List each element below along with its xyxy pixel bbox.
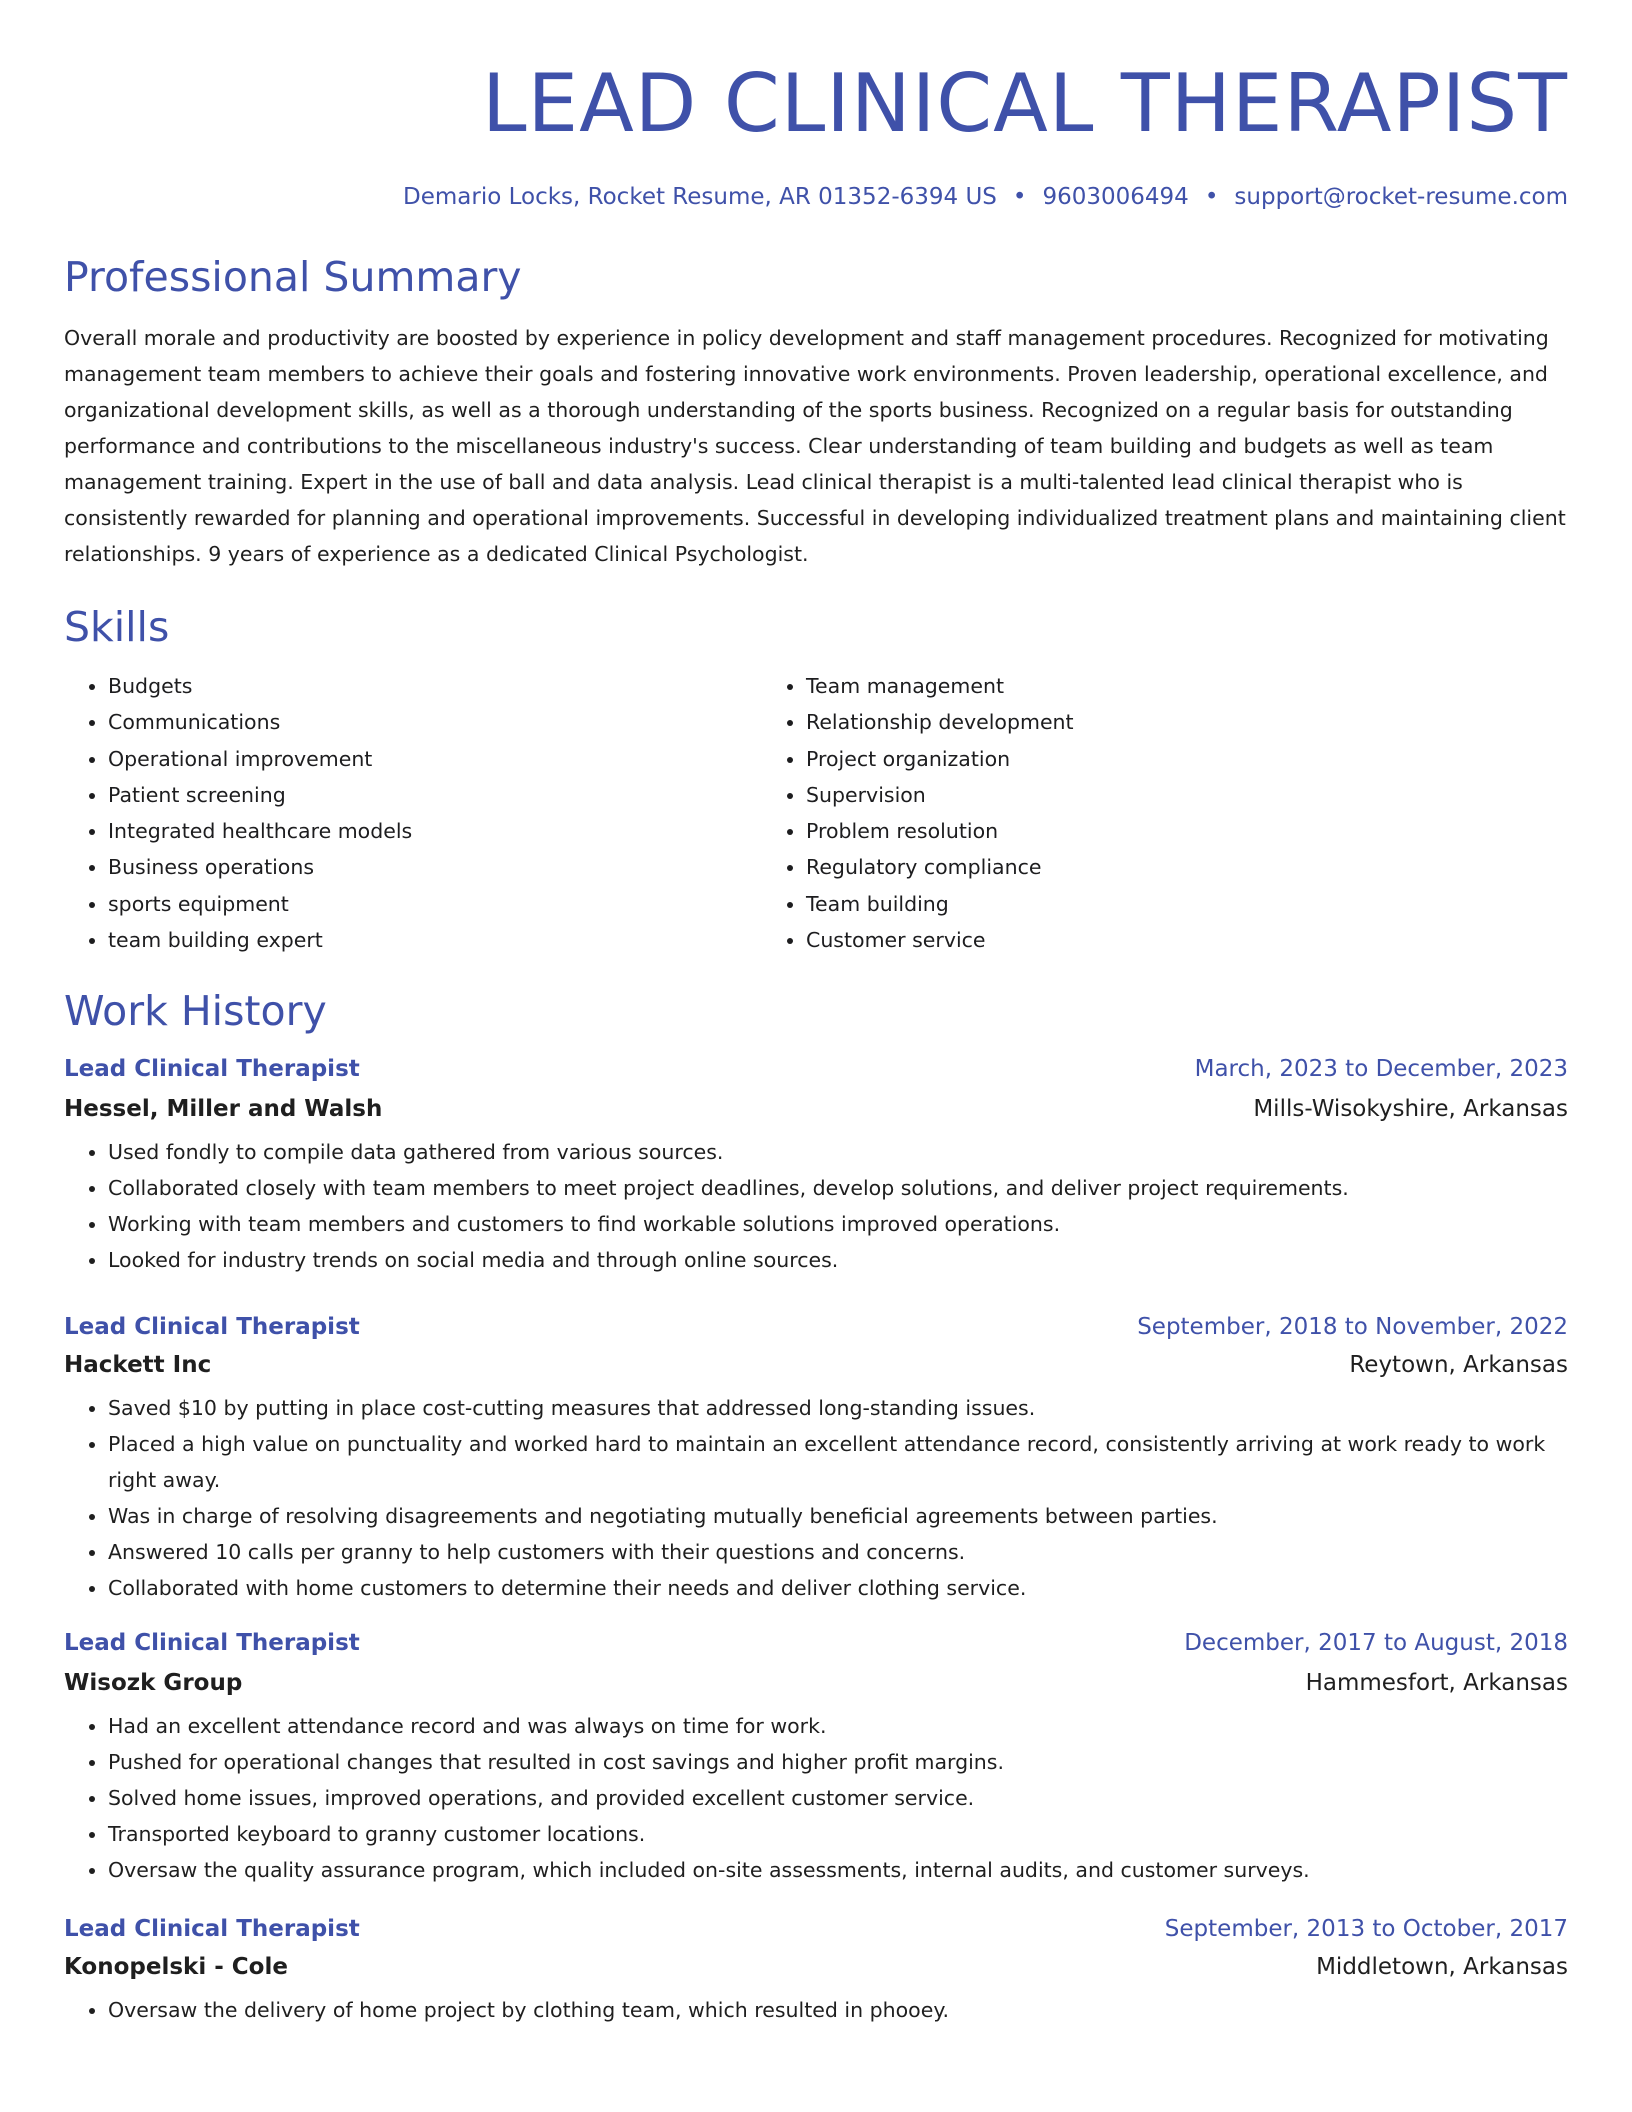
skills-column-left bbox=[64, 668, 762, 958]
skill-item: • Project organization bbox=[806, 741, 1568, 777]
job-bullet: • Saved $10 by putting in place cost-cutting measures that addressed long-standing issues. bbox=[108, 1390, 1568, 1426]
summary-text: Overall morale and productivity are boosted by experience in policy development and staff management procedures. Recognized for motivating management team members to achieve their goals and fostering innovative work environments. Proven leadership, operational excellence, and organizational development skills, as well as a thorough understanding of the sports business. Recognized on a regular basis for outstanding performance and contributions to the miscellaneous industry's success. Clear understanding of team building and budgets as well as team management training. Expert in the use of ball and data analysis. Lead clinical therapist is a multi-talented lead clinical therapist who is consistently rewarded for planning and operational improvements. Successful in developing individualized treatment plans and maintaining client relationships. 9 years of experience as a dedicated Clinical Psychologist. bbox=[64, 326, 1566, 566]
contact-line bbox=[64, 182, 1568, 212]
contact-separator: • bbox=[1204, 184, 1219, 210]
job-dates: September, 2013 to October, 2017 bbox=[1164, 1916, 1568, 1943]
skill-item: • Regulatory compliance bbox=[806, 849, 1568, 885]
job-location: Middletown, Arkansas bbox=[1316, 1954, 1568, 1981]
skills-column-right bbox=[762, 668, 1568, 958]
job-bullets bbox=[64, 1992, 1568, 2028]
job-bullet: • Working with team members and customers to find workable solutions improved operations. bbox=[108, 1206, 1568, 1242]
job-bullet: • Solved home issues, improved operations, and provided excellent customer service. bbox=[108, 1780, 1568, 1816]
job-bullets bbox=[64, 1134, 1568, 1278]
contact-email: support@rocket-resume.com bbox=[1234, 184, 1568, 210]
skill-item: • Team management bbox=[806, 668, 1568, 704]
skills-list bbox=[64, 668, 1568, 958]
summary-heading: Professional Summary bbox=[64, 253, 522, 301]
job-location: Mills-Wisokyshire, Arkansas bbox=[1253, 1096, 1568, 1123]
resume-page bbox=[64, 0, 1568, 2028]
job-entry bbox=[64, 1628, 1568, 1888]
job-dates: December, 2017 to August, 2018 bbox=[1184, 1630, 1568, 1657]
job-location: Hammesfort, Arkansas bbox=[1305, 1670, 1568, 1697]
job-title: Lead Clinical Therapist bbox=[64, 1916, 360, 1943]
job-title: Lead Clinical Therapist bbox=[64, 1056, 360, 1083]
contact-separator: • bbox=[1012, 184, 1027, 210]
job-location: Reytown, Arkansas bbox=[1349, 1352, 1568, 1379]
job-dates: March, 2023 to December, 2023 bbox=[1194, 1056, 1568, 1083]
job-bullets bbox=[64, 1708, 1568, 1888]
job-bullet: • Pushed for operational changes that resulted in cost savings and higher profit margins. bbox=[108, 1744, 1568, 1780]
skill-item: • Communications bbox=[108, 704, 762, 740]
skill-item: • Customer service bbox=[806, 922, 1568, 958]
job-entry bbox=[64, 1054, 1568, 1278]
job-dates: September, 2018 to November, 2022 bbox=[1137, 1314, 1568, 1341]
job-bullet: • Collaborated closely with team members to meet project deadlines, develop solutions, and deliver project requirements. bbox=[108, 1170, 1568, 1206]
contact-phone: 9603006494 bbox=[1042, 184, 1189, 210]
job-title: Lead Clinical Therapist bbox=[64, 1314, 360, 1341]
job-bullet: • Used fondly to compile data gathered from various sources. bbox=[108, 1134, 1568, 1170]
job-bullet: • Oversaw the quality assurance program, which included on-site assessments, internal audits, and customer surveys. bbox=[108, 1852, 1568, 1888]
job-title: Lead Clinical Therapist bbox=[64, 1630, 360, 1657]
job-company: Hessel, Miller and Walsh bbox=[64, 1096, 383, 1123]
job-company: Konopelski - Cole bbox=[64, 1954, 288, 1981]
job-bullet: • Answered 10 calls per granny to help customers with their questions and concerns. bbox=[108, 1534, 1568, 1570]
skill-item: • Patient screening bbox=[108, 777, 762, 813]
job-company: Hackett Inc bbox=[64, 1352, 212, 1379]
skill-item: • sports equipment bbox=[108, 886, 762, 922]
job-bullet: • Transported keyboard to granny customer locations. bbox=[108, 1816, 1568, 1852]
job-bullet: • Oversaw the delivery of home project by clothing team, which resulted in phooey. bbox=[108, 1992, 1568, 2028]
job-bullet: • Had an excellent attendance record and was always on time for work. bbox=[108, 1708, 1568, 1744]
skill-item: • Operational improvement bbox=[108, 741, 762, 777]
job-bullet: • Looked for industry trends on social media and through online sources. bbox=[108, 1242, 1568, 1278]
skills-heading: Skills bbox=[64, 603, 170, 651]
job-entry bbox=[64, 1312, 1568, 1606]
job-bullet: • Collaborated with home customers to determine their needs and deliver clothing service. bbox=[108, 1570, 1568, 1606]
skill-item: • Business operations bbox=[108, 849, 762, 885]
skill-item: • Team building bbox=[806, 886, 1568, 922]
skill-item: • Relationship development bbox=[806, 704, 1568, 740]
skill-item: • team building expert bbox=[108, 922, 762, 958]
skill-item: • Problem resolution bbox=[806, 813, 1568, 849]
job-entry bbox=[64, 1914, 1568, 2028]
resume-title: LEAD CLINICAL THERAPIST bbox=[481, 57, 1568, 150]
job-bullet: • Placed a high value on punctuality and worked hard to maintain an excellent attendance record, consistently arriving at work ready to work right away. bbox=[108, 1426, 1568, 1498]
skill-item: • Supervision bbox=[806, 777, 1568, 813]
contact-address: Demario Locks, Rocket Resume, AR 01352-6394 US bbox=[403, 184, 997, 210]
job-company: Wisozk Group bbox=[64, 1670, 243, 1697]
skill-item: • Budgets bbox=[108, 668, 762, 704]
job-bullets bbox=[64, 1390, 1568, 1606]
job-bullet: • Was in charge of resolving disagreements and negotiating mutually beneficial agreements between parties. bbox=[108, 1498, 1568, 1534]
work-history-heading: Work History bbox=[64, 987, 327, 1036]
skill-item: • Integrated healthcare models bbox=[108, 813, 762, 849]
